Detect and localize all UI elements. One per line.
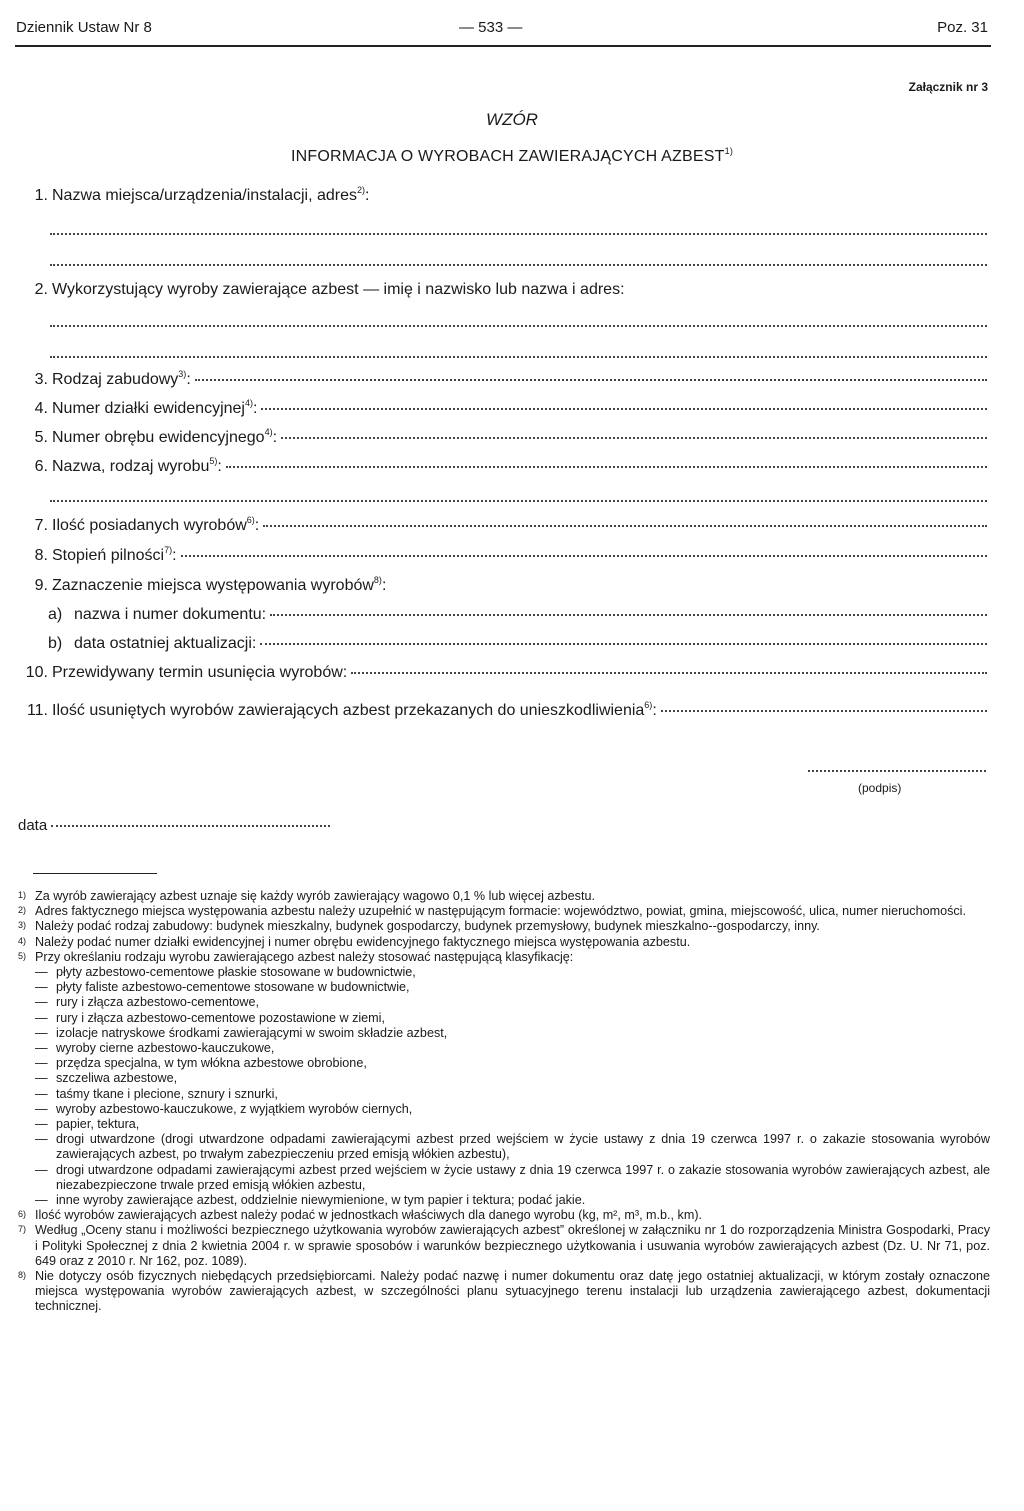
signature-line[interactable] (808, 770, 986, 772)
journal-name: Dziennik Ustaw Nr 8 (16, 19, 152, 36)
field-number: 6. (34, 458, 48, 475)
classification-item: — izolacje natryskowe środkami zawierającymi w swoim składzie azbest, (35, 1025, 448, 1040)
fill-line[interactable] (181, 555, 987, 557)
field-8-urgency[interactable] (18, 544, 987, 565)
classification-item: — inne wyroby zawierające azbest, oddzielnie niewymienione, w tym papier i tektura; podać jakie. (35, 1193, 586, 1208)
field-9a-document[interactable] (48, 606, 987, 624)
field-label: Wykorzystujący wyroby zawierające azbest — imię i nazwisko lub nazwa i adres: (52, 281, 625, 298)
field-2-user-name-address (18, 281, 987, 299)
classification-item: — przędza specjalna, w tym włókna azbestowe obrobione, (35, 1056, 367, 1071)
classification-item: — płyty azbestowo-cementowe płaskie stosowane w budownictwie, (35, 965, 416, 980)
classification-item: — wyroby cierne azbestowo-kauczukowe, (35, 1041, 275, 1056)
field-label: Numer obrębu ewidencyjnego$^{4)}$: (52, 426, 278, 446)
field-9b-update-date[interactable] (48, 635, 987, 653)
footnote-mark: 8) (18, 1270, 27, 1281)
field-number: 5. (34, 429, 48, 446)
field-5-precinct-number[interactable] (18, 426, 987, 447)
date-label: data (18, 817, 48, 834)
footnote-mark: 1) (18, 890, 27, 900)
page-number: — 533 — (459, 19, 523, 36)
field-label: Nazwa, rodzaj wyrobu$^{5)}$: (52, 455, 222, 475)
fill-line[interactable] (281, 437, 987, 439)
field-9-location-marking (18, 574, 987, 595)
field-4-plot-number[interactable] (18, 397, 987, 418)
footnote-4 (18, 935, 990, 950)
classification-item: — płyty faliste azbestowo-cementowe stosowane w budownictwie, (35, 980, 410, 995)
footnote-text: Ilość wyrobów zawierających azbest należy podać w jednostkach właściwych dla danego wyrobu (kg, m², m³, m.b., km). (35, 1208, 703, 1223)
field-10-removal-date[interactable] (18, 664, 987, 682)
field-number: 4. (34, 400, 48, 417)
footnote-text: Przy określaniu rodzaju wyrobu zawierającego azbest należy stosować następującą klasyfikację: (35, 949, 574, 964)
field-3-building-type[interactable] (18, 368, 987, 389)
footnote-mark: 3) (18, 920, 27, 931)
form-title-text: INFORMACJA O WYROBACH ZAWIERAJĄCYCH AZBEST (290, 148, 725, 165)
field-number: 1. (34, 187, 48, 204)
position-number: Poz. 31 (937, 19, 988, 36)
footnote-text: Według „Oceny stanu i możliwości bezpiecznego użytkowania wyrobów zawierających azbest” określonej w załączniku nr 1 do rozporządzenia Ministra Gospodarki, Pracy i Polityki Społecznej z dnia 2 kwietnia 2004 r. w sprawie sposobów i warunków bezpiecznego użytkowania i usuwania wyrobów zawierających azbest (Dz. U. Nr 71, poz. 649 oraz z 2010 r. Nr 162, poz. 1089). (35, 1223, 990, 1268)
field-6-fill-line-2[interactable] (50, 500, 987, 502)
footnote-mark: 7) (18, 1224, 27, 1235)
footnotes (18, 889, 990, 1315)
field-label: Stopień pilności$^{7)}$: (52, 544, 177, 564)
form-title (0, 145, 1024, 166)
footnote-mark: 4) (18, 935, 27, 946)
field-label: Rodzaj zabudowy$^{3)}$: (52, 368, 191, 388)
signature-label: (podpis) (858, 781, 902, 795)
field-number: 9. (34, 577, 48, 594)
footnote-text: Należy podać rodzaj zabudowy: budynek mieszkalny, budynek gospodarczy, budynek przemysłowy, budynek mieszkalno--gospodarczy, inny. (35, 919, 820, 934)
field-number: 2. (34, 281, 48, 298)
footnote-3 (18, 919, 990, 934)
field-label: Przewidywany termin usunięcia wyrobów: (52, 664, 348, 681)
date-field[interactable] (18, 817, 330, 834)
annex-label: Załącznik nr 3 (908, 80, 988, 94)
classification-item: — wyroby azbestowo-kauczukowe, z wyjątkiem wyrobów ciernych, (35, 1101, 413, 1116)
classification-item: — drogi utwardzone (drogi utwardzone odpadami zawierającymi azbest przed wejściem w życie ustawy z dnia 19 czerwca 1997 r. o zakazie stosowania wyrobów zawierających azbest, po trwałym zabezpieczeniu przed emisją włókien azbestu), (35, 1132, 990, 1162)
date-fill-line[interactable] (51, 825, 330, 827)
fill-line[interactable] (261, 408, 987, 410)
field-number: 11. (26, 702, 48, 719)
footnote-mark: 5) (18, 950, 27, 961)
classification-item: — papier, tektura, (35, 1117, 140, 1132)
field-label: Zaznaczenie miejsca występowania wyrobów$^{8)}$: (52, 574, 387, 594)
footnote-1 (18, 889, 990, 904)
field-number: 3. (34, 371, 48, 388)
field-number: 7. (34, 517, 48, 534)
footnote-text: Nie dotyczy osób fizycznych niebędących przedsiębiorcami. Należy podać nazwę i numer dokumentu oraz datę jego ostatniej aktualizacji, w którym zostały oznaczone miejsca występowania wyrobów zawierających azbest, w szczególności planu sytuacyjnego terenu instalacji lub urządzenia zawierającego azbest, dokumentacji technicznej. (35, 1269, 990, 1314)
field-number: 8. (34, 547, 48, 564)
fill-line[interactable] (661, 710, 987, 712)
field-1-fill-line-2[interactable] (50, 264, 987, 266)
field-label: Nazwa miejsca/urządzenia/instalacji, adres$^{2)}$: (52, 184, 370, 204)
classification-item: — rury i złącza azbestowo-cementowe pozostawione w ziemi, (35, 1010, 385, 1025)
footnote-6 (18, 1208, 990, 1223)
field-label: nazwa i numer dokumentu: (74, 606, 267, 623)
footnote-rule (33, 873, 157, 874)
field-7-quantity[interactable] (18, 514, 987, 535)
form-template-label: WZÓR (486, 110, 538, 129)
classification-item: — rury i złącza azbestowo-cementowe, (35, 995, 259, 1010)
fill-line[interactable] (270, 614, 987, 616)
footnote-text: Adres faktycznego miejsca występowania azbestu należy uzupełnić w następującym formacie: województwo, powiat, gmina, miejscowość, ulica, numer nieruchomości. (35, 904, 966, 919)
fill-line[interactable] (263, 525, 987, 527)
form-title-footnote-ref: 1) (724, 145, 734, 156)
header-rule (15, 45, 991, 47)
field-label: Numer działki ewidencyjnej$^{4)}$: (52, 397, 258, 417)
field-number: b) (48, 635, 63, 652)
footnote-text: Za wyrób zawierający azbest uznaje się każdy wyrób zawierający wagowo 0,1 % lub więcej azbestu. (35, 889, 595, 903)
field-1-fill-line-1[interactable] (50, 233, 987, 235)
field-2-fill-line-1[interactable] (50, 325, 987, 327)
field-6-product-type[interactable] (18, 455, 987, 476)
field-11-removed-quantity[interactable] (18, 699, 987, 720)
field-label: Ilość posiadanych wyrobów$^{6)}$: (52, 514, 260, 534)
field-label: Ilość usuniętych wyrobów zawierających azbest przekazanych do unieszkodliwienia$^{6)}$: (52, 699, 657, 719)
footnote-mark: 2) (18, 905, 27, 916)
field-number: 10. (25, 664, 48, 681)
classification-item: — taśmy tkane i plecione, sznury i sznurki, (35, 1086, 278, 1101)
footnote-mark: 6) (18, 1209, 27, 1220)
field-label: data ostatniej aktualizacji: (74, 635, 257, 652)
fill-line[interactable] (351, 672, 987, 674)
footnote-5 (18, 950, 990, 965)
field-number: a) (48, 606, 63, 623)
classification-item: — drogi utwardzone odpadami zawierającymi azbest przed wejściem w życie ustawy z dnia 19 czerwca 1997 r. o zakazie stosowania wyrobów zawierających azbest, ale niezabezpieczone trwale przed emisją włókien azbestu, (35, 1162, 990, 1192)
field-2-fill-line-2[interactable] (50, 356, 987, 358)
footnote-text: Należy podać numer działki ewidencyjnej i numer obrębu ewidencyjnego faktycznego miejsca występowania azbestu. (35, 934, 691, 949)
fill-line[interactable] (226, 466, 987, 468)
footnote-2 (18, 904, 990, 919)
classification-item: — szczeliwa azbestowe, (35, 1071, 178, 1086)
footnote-7 (18, 1223, 990, 1269)
fill-line[interactable] (260, 643, 987, 645)
fill-line[interactable] (195, 379, 987, 381)
footnote-8 (18, 1269, 990, 1315)
field-1-site-address (18, 184, 987, 205)
